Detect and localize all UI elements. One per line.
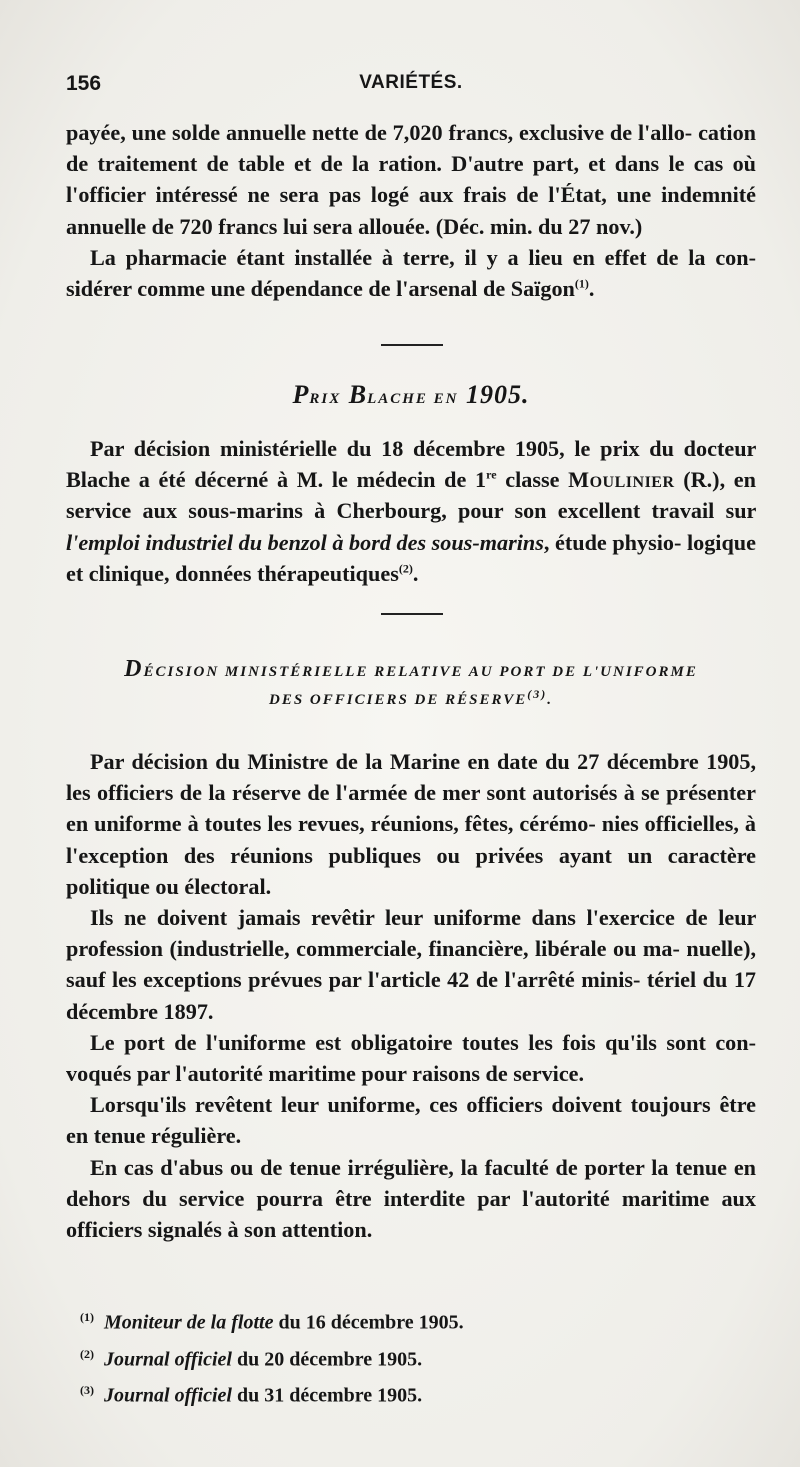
- decision-text: [66, 746, 756, 1245]
- paragraph: Ils ne doivent jamais revêtir leur uniforme dans l'exercice de leur profession (industrielle, commerciale, financière, libérale ou ma- nuelle), sauf les exceptions prévues par l'article 42 de l'arrêté minis- tériel du 17 décembre 1897.: [66, 905, 757, 1024]
- paragraph: Le port de l'uniforme est obligatoire toutes les fois qu'ils sont con- voqués par l'autorité maritime pour raisons de service.: [66, 1029, 756, 1087]
- section-divider: [381, 613, 443, 615]
- footnote: $^{(1)}$ Moniteur de la flotte du 16 décembre 1905.: [80, 1310, 464, 1334]
- person-name: Moulinier: [568, 467, 675, 493]
- page-header: [66, 72, 756, 104]
- text-line: service aux sous-marins à Cherbourg, pour son excellent travail sur: [66, 498, 756, 524]
- section-divider: [381, 344, 443, 346]
- page-number: 156: [66, 72, 102, 95]
- section-title-prix-blache: PRIX BLACHE EN 1905.: [292, 380, 530, 409]
- paragraph: [66, 117, 756, 242]
- text-line: Par décision ministérielle du 18 décembre 1905, le prix du docteur: [90, 436, 756, 461]
- paragraph: Par décision du Ministre de la Marine en date du 27 décembre 1905, les officiers de la réserve de l'armée de mer sont autorisés à se présenter en uniforme à toutes les revues, réunions, fêtes, cérémo- nies officielles, à l'exception des réunions publiques ou privées ayant un caractère politique ou électoral.: [66, 749, 757, 899]
- title-line: DÉCISION MINISTÉRIELLE RELATIVE AU PORT DE L'UNIFORME: [124, 656, 698, 682]
- continuation-text: [66, 117, 756, 304]
- footnotes: [80, 1302, 720, 1412]
- text-line: La pharmacie étant installée à terre, il y a lieu en effet de la con-: [90, 244, 756, 270]
- paragraph: [66, 242, 756, 304]
- footnote-ref: (1): [574, 276, 589, 291]
- text-line: cas où l'officier intéressé ne sera pas logé aux frais de l'État, une: [66, 151, 757, 208]
- running-head: VARIÉTÉS.: [359, 72, 463, 93]
- text-line: 27 nov.): [568, 213, 643, 239]
- text-line: indemnité annuelle de 720 francs lui sera allouée. (Déc. min. du: [66, 182, 756, 239]
- title-line: DES OFFICIERS DE RÉSERVE$^{(3)}$.: [269, 687, 553, 708]
- punctuation: .: [588, 276, 595, 302]
- paragraph: Lorsqu'ils revêtent leur uniforme, ces officiers doivent toujours être en tenue régulière.: [66, 1092, 756, 1149]
- paragraph: Par décision ministérielle du 18 décembre 1905, le prix du docteur Blache a été décerné à M. le médecin de 1re classe Moulinier (R.), en service aux sous-marins à Cherbourg, pour son excellent travail sur l'emploi industriel du benzol à bord des sous-marins, étude physio- logique et clinique, données thérapeutiques$^{(2)}$.: [66, 436, 756, 586]
- footnote: $^{(2)}$ Journal officiel du 20 décembre 1905.: [80, 1346, 423, 1371]
- text-line: payée, une solde annuelle nette de 7,020 francs, exclusive de l'allo-: [66, 120, 693, 145]
- footnote: $^{(3)}$ Journal officiel du 31 décembre 1905.: [80, 1383, 423, 1407]
- text-line: sidérer comme une dépendance de l'arsenal de Saïgon: [66, 276, 575, 302]
- work-title: l'emploi industriel du benzol à bord des sous-marins: [66, 529, 544, 555]
- prix-blache-text: [66, 433, 756, 589]
- paragraph: En cas d'abus ou de tenue irrégulière, la faculté de porter la tenue en dehors du service pourra être interdite par l'autorité maritime aux officiers signalés à son attention.: [66, 1154, 756, 1243]
- section-title-decision: [66, 655, 756, 714]
- text-line: cation de traitement de table et de la ration. D'autre part, et dans le: [66, 120, 757, 177]
- footnote-ref: (2): [398, 561, 413, 576]
